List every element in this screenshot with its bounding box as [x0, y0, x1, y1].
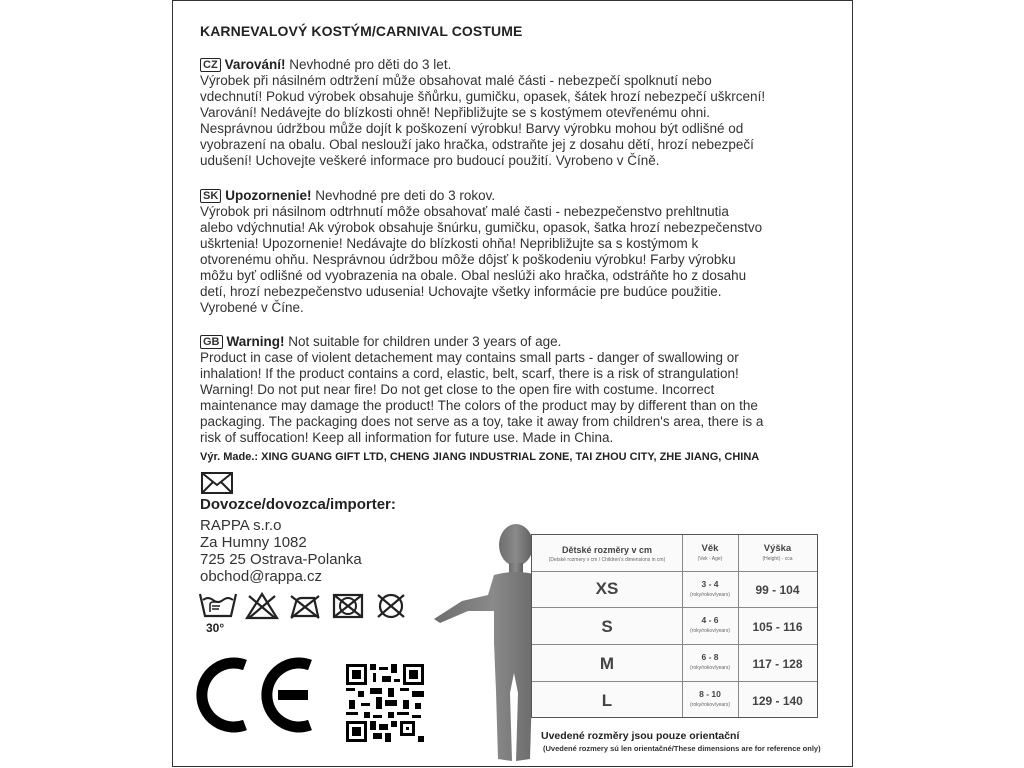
size-subheader: (Detské rozmery v cm / Children's dimensions in cm)	[548, 557, 666, 563]
dimensions-note: Uvedené rozměry jsou pouze orientační	[541, 730, 740, 742]
wash-temperature: 30°	[206, 621, 225, 635]
age-range: 4 - 6	[701, 615, 719, 625]
importer-line: RAPPA s.r.o	[200, 517, 282, 534]
age-unit: (roky/rokov/years)	[689, 628, 730, 634]
age-unit: (roky/rokov/years)	[689, 592, 730, 598]
importer-heading: Dovozce/dovozca/importer:	[200, 496, 396, 513]
size-header: Dětské rozměry v cm	[561, 545, 653, 555]
envelope-icon	[201, 472, 233, 494]
height-header: Výška	[763, 543, 792, 554]
warning-line: alebo vdýchnutia! Ak výrobok obsahuje šnúrku, gumičku, opasok, šatka hrozí nebezpečenstvo	[200, 220, 763, 235]
warning-line: Warning! Do not put near fire! Do not get close to the open fire with costume. Incorrect	[200, 382, 715, 397]
no-tumble-dry-icon	[331, 592, 365, 620]
warning-line: Vyrobené v Číne.	[200, 300, 304, 315]
warning-heading-cz: Varování!	[224, 57, 286, 72]
size-table	[531, 534, 818, 718]
warning-line: risk of suffocation! Keep all information for future use. Made in China.	[200, 430, 614, 445]
size-label: M	[599, 654, 615, 673]
warning-block-gb	[200, 334, 840, 446]
qr-code-icon	[346, 664, 424, 742]
age-range: 6 - 8	[701, 652, 719, 662]
warning-lead-cz: Nevhodné pro děti do 3 let.	[285, 57, 452, 72]
height-range: 117 - 128	[752, 657, 803, 671]
warning-line: maintenance may damage the product! The colors of the product may by different than on the	[200, 398, 758, 413]
warning-line: packaging. The packaging does not serve as a toy, take it away from children's area, there is a	[200, 414, 764, 429]
warning-heading-sk: Upozornenie!	[225, 188, 312, 203]
height-range: 99 - 104	[755, 583, 800, 597]
ce-mark-icon	[190, 655, 320, 735]
lang-tag-sk: SK	[200, 189, 221, 203]
warning-line: Nesprávnou údržbou může dojít k poškození výrobku! Barvy výrobku mohou být odlišné od	[200, 121, 744, 136]
no-dry-clean-icon	[374, 592, 408, 620]
hand-wash-icon	[198, 590, 238, 620]
warning-lead-gb: Not suitable for children under 3 years of age.	[284, 334, 562, 349]
warning-line: detí, hrozí nebezpečenstvo udusenia! Uchovajte všetky informácie pre budúce použitie.	[200, 284, 722, 299]
warning-block-sk	[200, 188, 840, 316]
warning-line: udušení! Uchovejte veškeré informace pro budoucí použití. Vyrobeno v Číně.	[200, 153, 660, 168]
size-label: L	[601, 691, 613, 710]
importer-line: 725 25 Ostrava-Polanka	[200, 551, 362, 568]
importer-email: obchod@rappa.cz	[200, 568, 322, 585]
warning-line: Varování! Nedávejte do blízkosti ohně! Nepřibližujte se s kostýmem otevřenému ohni.	[200, 105, 711, 120]
warning-line: Product in case of violent detachement may contains small parts - danger of swallowing or	[200, 350, 739, 365]
warning-line: Výrobek při násilném odtržení může obsahovat malé části - nebezpečí spolknutí nebo	[200, 73, 712, 88]
label-title: KARNEVALOVÝ KOSTÝM/CARNIVAL COSTUME	[200, 23, 523, 39]
warning-lead-sk: Nevhodné pre deti do 3 rokov.	[311, 188, 496, 203]
age-subheader: (Vek - Age)	[697, 556, 723, 562]
warning-line: inhalation! If the product contains a cord, elastic, belt, scarf, there is a risk of strangulation!	[200, 366, 739, 381]
warning-block-cz	[200, 57, 840, 169]
age-header: Věk	[701, 543, 719, 554]
no-iron-icon	[288, 592, 322, 620]
size-label: XS	[595, 579, 619, 598]
warning-line: vdechnutí! Pokud výrobek obsahuje šňůrku, gumičku, opasek, šátek hrozí nebezpečí uškrcení!	[200, 89, 766, 104]
lang-tag-gb: GB	[200, 335, 223, 349]
age-unit: (roky/rokov/years)	[689, 702, 730, 708]
warning-line: Výrobok pri násilnom odtrhnutí môže obsahovať malé časti - nebezpečenstvo prehltnutia	[200, 204, 729, 219]
warning-heading-gb: Warning!	[226, 334, 285, 349]
lang-tag-cz: CZ	[200, 58, 221, 72]
age-unit: (roky/rokov/years)	[689, 665, 730, 671]
age-range: 3 - 4	[701, 579, 719, 589]
dimensions-note-translation: (Uvedené rozmery sú len orientačné/These dimensions are for reference only)	[543, 744, 821, 753]
no-bleach-icon	[245, 592, 279, 620]
height-range: 129 - 140	[752, 694, 803, 708]
warning-line: môžu byť odlišné od vyobrazenia na obale. Obal neslúži ako hračka, odstráňte ho z dosahu	[200, 268, 747, 283]
warning-line: otvorenému ohňu. Nesprávnou údržbou môže dôjsť k poškodeniu výrobku! Farby výrobku	[200, 252, 736, 267]
importer-line: Za Humny 1082	[200, 534, 307, 551]
age-range: 8 - 10	[699, 689, 721, 699]
warning-line: vyobrazení na obalu. Obal neslouží jako hračka, odstraňte jej z dosahu dětí, hrozí nebezpečí	[200, 137, 754, 152]
height-subheader: (Height) - cca	[762, 556, 793, 562]
height-range: 105 - 116	[752, 620, 803, 634]
warning-line: uškrtenia! Upozornenie! Nedávajte do blízkosti ohňa! Nepribližujte sa s kostýmom k	[200, 236, 699, 251]
size-label: S	[601, 617, 613, 636]
manufacturer-line: Výr. Made.: XING GUANG GIFT LTD, CHENG JIANG INDUSTRIAL ZONE, TAI ZHOU CITY, ZHE JIANG, CHINA	[200, 451, 760, 463]
